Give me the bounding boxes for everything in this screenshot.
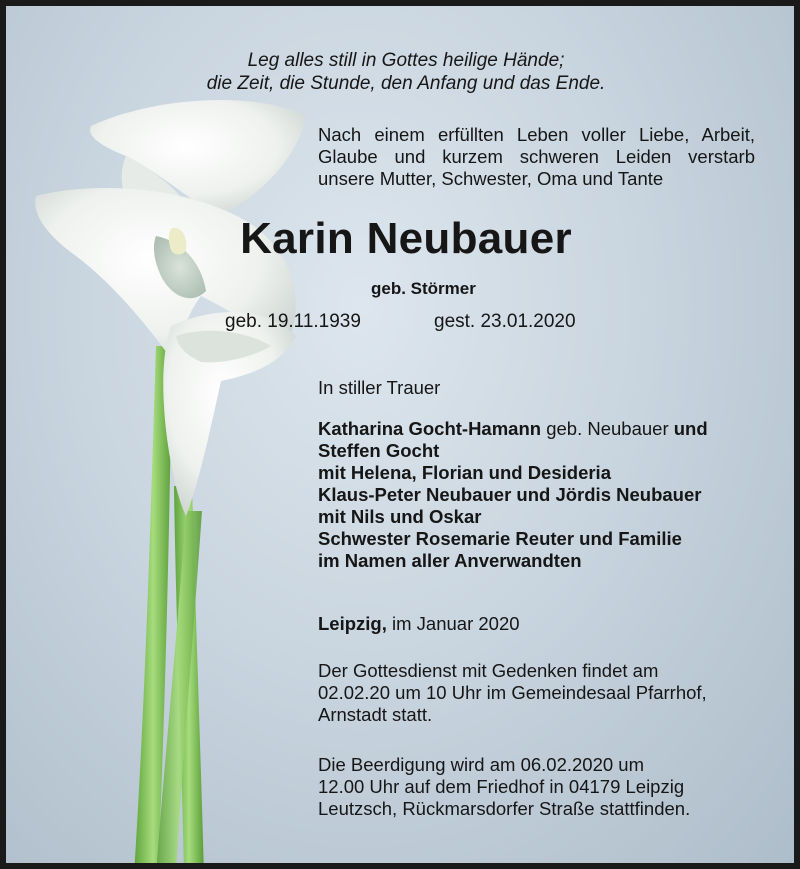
mourner-line: Steffen Gocht [318,440,440,461]
intro-text [318,124,755,190]
mourner-maiden-name: geb. Neubauer [541,418,674,439]
mourner-line: Klaus-Peter Neubauer und Jördis Neubauer [318,484,702,505]
mourner-line: Schwester Rosemarie Reuter und Familie [318,528,682,549]
intro-line-1: Nach einem erfüllten Leben voller Liebe, Arbeit, [318,124,755,145]
service-notice [318,660,758,726]
burial-line-2: 12.00 Uhr auf dem Friedhof in 04179 Leipzig [318,776,685,797]
intro-line-2: Glaube und kurzem schweren Leiden verstarb [318,146,755,167]
motto-line-1: Leg alles still in Gottes heilige Hände; [247,50,565,71]
burial-notice [318,754,758,820]
mourner-line [318,418,758,440]
service-line-3: Arnstadt statt. [318,704,433,725]
service-line-1: Der Gottesdienst mit Gedenken findet am [318,660,659,681]
mourner-line: mit Nils und Oskar [318,506,482,527]
place: Leipzig, [318,613,387,634]
death-date: gest. 23.01.2020 [434,311,576,332]
burial-line-1: Die Beerdigung wird am 06.02.2020 um [318,754,644,775]
date: im Januar 2020 [386,613,520,634]
mourners-list [318,418,758,572]
deceased-name: Karin Neubauer [240,214,572,263]
mourner-conjunction: und [673,418,708,439]
birth-date: geb. 19.11.1939 [225,311,361,332]
motto-verse [6,49,800,95]
place-date [318,613,758,635]
mourner-name: Katharina Gocht-Hamann [318,418,542,439]
mourner-line: im Namen aller Anverwandten [318,550,582,571]
intro-line-3: unsere Mutter, Schwester, Oma und Tante [318,168,664,189]
service-line-2: 02.02.20 um 10 Uhr im Gemeindesaal Pfarrhof, [318,682,707,703]
burial-line-3: Leutzsch, Rückmarsdorfer Straße stattfinden. [318,798,691,819]
birth-name: geb. Störmer [371,279,476,298]
mourner-line: mit Helena, Florian und Desideria [318,462,611,483]
motto-line-2: die Zeit, die Stunde, den Anfang und das Ende. [206,73,606,94]
mourning-heading: In stiller Trauer [318,377,441,398]
